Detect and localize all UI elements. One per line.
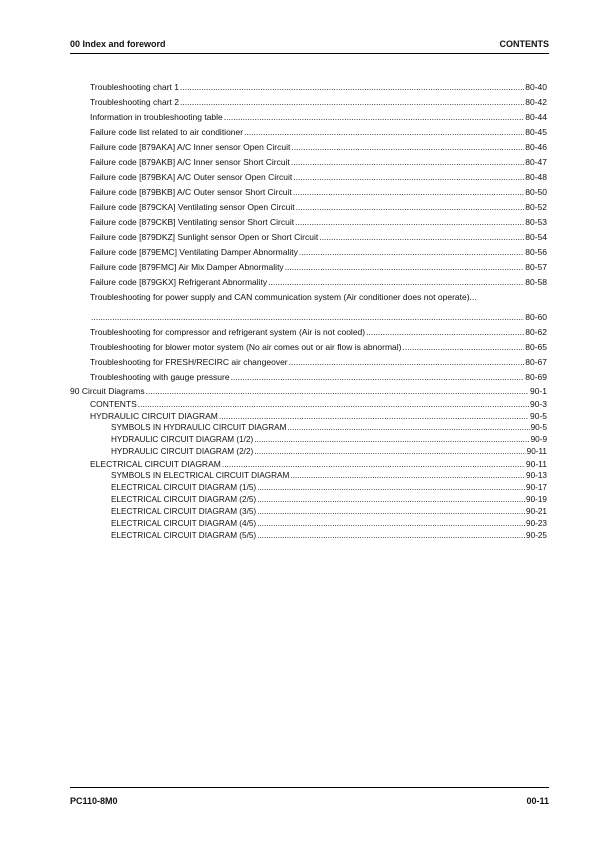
header-section-title: 00 Index and foreword <box>70 39 166 49</box>
toc-entry-page: 90-11 <box>526 447 547 456</box>
toc-entry[interactable] <box>111 529 547 541</box>
toc-entry[interactable] <box>90 140 547 152</box>
toc-leader-dots <box>293 187 525 197</box>
toc-entry[interactable] <box>90 80 547 92</box>
toc-entry-title: Troubleshooting for compressor and refrigerant system (Air is not cooled) <box>90 327 366 337</box>
toc-entry-title: ELECTRICAL CIRCUIT DIAGRAM (1/5) <box>111 483 257 492</box>
toc-entry-page: 90-21 <box>526 507 547 516</box>
toc-entry[interactable] <box>111 493 547 505</box>
toc-entry[interactable] <box>111 517 547 529</box>
toc-entry-page: 90-1 <box>529 386 547 396</box>
toc-entry[interactable] <box>90 170 547 182</box>
toc-entry[interactable] <box>90 95 547 107</box>
toc-leader-dots <box>222 459 525 469</box>
toc-entry[interactable] <box>90 325 547 337</box>
toc-leader-dots <box>366 327 524 337</box>
footer-model: PC110-8M0 <box>70 796 118 806</box>
toc-entry-title: HYDRAULIC CIRCUIT DIAGRAM <box>90 411 218 421</box>
toc-leader-dots <box>257 519 525 529</box>
toc-entry-page: 80-65 <box>525 342 547 352</box>
toc-entry[interactable] <box>90 185 547 197</box>
toc-leader-dots <box>289 357 525 367</box>
toc-entry[interactable] <box>90 340 547 352</box>
toc-entry[interactable] <box>90 370 547 382</box>
toc-entry-title: SYMBOLS IN HYDRAULIC CIRCUIT DIAGRAM <box>111 423 287 432</box>
toc-entry-page: 90-11 <box>525 459 547 469</box>
toc-leader-dots <box>285 262 525 272</box>
toc-entry[interactable] <box>90 310 547 322</box>
toc-entry[interactable] <box>111 433 547 445</box>
toc-entry-title: Failure code [879FMC] Air Mix Damper Abnormality <box>90 262 284 272</box>
toc-leader-dots <box>299 247 524 257</box>
toc-entry-title: 90 Circuit Diagrams <box>70 386 145 396</box>
toc-entry-page: 80-54 <box>525 232 547 242</box>
toc-entry-title: Failure code [879CKA] Ventilating sensor Open Circuit <box>90 202 295 212</box>
toc-entry-page: 90-5 <box>530 423 547 432</box>
toc-leader-dots <box>402 342 524 352</box>
toc-entry[interactable] <box>90 260 547 272</box>
toc-entry[interactable] <box>90 215 547 227</box>
toc-entry-title: Troubleshooting chart 2 <box>90 97 179 107</box>
toc-entry-title: CONTENTS <box>90 399 137 409</box>
toc-leader-dots <box>231 372 525 382</box>
toc-entry-page: 80-57 <box>525 262 547 272</box>
toc-entry-title: Information in troubleshooting table <box>90 112 223 122</box>
toc-entry-title: ELECTRICAL CIRCUIT DIAGRAM (3/5) <box>111 507 257 516</box>
toc-entry-page: 80-62 <box>525 327 547 337</box>
toc-entry[interactable] <box>111 445 547 457</box>
toc-entry-page: 90-5 <box>529 411 547 421</box>
toc-leader-dots <box>296 202 525 212</box>
toc-leader-dots <box>290 471 525 481</box>
toc-leader-dots <box>295 217 524 227</box>
toc-entry[interactable] <box>90 245 547 257</box>
toc-entry-page: 90-3 <box>529 399 547 409</box>
toc-entry[interactable] <box>90 397 547 409</box>
toc-entry-page: 80-60 <box>525 312 547 322</box>
toc-entry[interactable] <box>90 290 547 302</box>
toc-entry-title: Troubleshooting for power supply and CAN communication system (Air conditioner does not operate)... <box>90 292 477 302</box>
toc-leader-dots <box>138 399 529 409</box>
toc-leader-dots <box>180 82 524 92</box>
toc-entry[interactable] <box>111 505 547 517</box>
toc-entry[interactable] <box>111 481 547 493</box>
toc-leader-dots <box>319 232 524 242</box>
toc-entry-title: Failure code [879EMC] Ventilating Damper Abnormality <box>90 247 298 257</box>
toc-leader-dots <box>180 97 524 107</box>
toc-entry-page: 80-56 <box>525 247 547 257</box>
toc-entry[interactable] <box>90 125 547 137</box>
toc-entry[interactable] <box>90 200 547 212</box>
toc-leader-dots <box>254 435 529 445</box>
toc-leader-dots <box>291 157 524 167</box>
toc-entry-title: Failure code [879BKA] A/C Outer sensor Open Circuit <box>90 172 293 182</box>
page-footer <box>70 796 549 809</box>
toc-entry-title: Failure code [879BKB] A/C Outer sensor Short Circuit <box>90 187 292 197</box>
toc-entry-title: SYMBOLS IN ELECTRICAL CIRCUIT DIAGRAM <box>111 471 290 480</box>
toc-leader-dots <box>257 483 525 493</box>
toc-entry-title: Troubleshooting chart 1 <box>90 82 179 92</box>
toc-entry[interactable] <box>90 457 547 469</box>
footer-rule <box>70 787 549 788</box>
toc-entry-title: ELECTRICAL CIRCUIT DIAGRAM <box>90 459 221 469</box>
toc-entry-title: Failure code [879AKB] A/C Inner sensor Short Circuit <box>90 157 290 167</box>
toc-leader-dots <box>257 507 525 517</box>
toc-entry-page: 80-44 <box>525 112 547 122</box>
toc-entry-page: 80-53 <box>525 217 547 227</box>
toc-entry[interactable] <box>90 355 547 367</box>
toc-entry[interactable] <box>90 275 547 287</box>
toc-leader-dots <box>219 411 529 421</box>
toc-entry-page: 80-67 <box>525 357 547 367</box>
toc-entry-page: 80-45 <box>525 127 547 137</box>
toc-leader-dots <box>244 127 524 137</box>
toc-entry-title: Failure code [879AKA] A/C Inner sensor Open Circuit <box>90 142 291 152</box>
toc-leader-dots <box>257 495 525 505</box>
toc-entry-title: ELECTRICAL CIRCUIT DIAGRAM (5/5) <box>111 531 257 540</box>
toc-entry-page: 80-47 <box>525 157 547 167</box>
toc-leader-dots <box>291 142 524 152</box>
toc-entry-title: Failure code [879CKB] Ventilating sensor Short Circuit <box>90 217 295 227</box>
toc-entry[interactable] <box>90 230 547 242</box>
toc-entry-title: Failure code [879GKX] Refrigerant Abnormality <box>90 277 268 287</box>
toc-entry-page: 80-40 <box>525 82 547 92</box>
toc-leader-dots <box>254 447 525 457</box>
toc-entry[interactable] <box>70 384 547 396</box>
toc-entry[interactable] <box>90 155 547 167</box>
toc-entry-page: 80-48 <box>525 172 547 182</box>
toc-leader-dots <box>268 277 524 287</box>
toc-entry-title: Troubleshooting with gauge pressure <box>90 372 230 382</box>
toc-entry-title: HYDRAULIC CIRCUIT DIAGRAM (1/2) <box>111 435 254 444</box>
toc-entry-page: 90-25 <box>526 531 547 540</box>
toc-entry-page: 90-23 <box>526 519 547 528</box>
toc-entry-title: ELECTRICAL CIRCUIT DIAGRAM (2/5) <box>111 495 257 504</box>
toc-entry-title: Troubleshooting for FRESH/RECIRC air changeover <box>90 357 288 367</box>
toc-entry-page: 80-46 <box>525 142 547 152</box>
toc-entry[interactable] <box>90 409 547 421</box>
toc-leader-dots <box>91 312 524 322</box>
toc-entry-title: ELECTRICAL CIRCUIT DIAGRAM (4/5) <box>111 519 257 528</box>
footer-page-number: 00-11 <box>526 796 549 806</box>
toc-entry[interactable] <box>90 110 547 122</box>
toc-entry-page: 80-42 <box>525 97 547 107</box>
toc-entry-page: 80-69 <box>525 372 547 382</box>
toc-leader-dots <box>257 531 525 541</box>
toc-leader-dots <box>293 172 524 182</box>
toc-entry-title: HYDRAULIC CIRCUIT DIAGRAM (2/2) <box>111 447 254 456</box>
toc-entry-page: 90-9 <box>530 435 547 444</box>
toc-entry-page: 80-50 <box>525 187 547 197</box>
toc-entry-page: 90-17 <box>526 483 547 492</box>
toc-leader-dots <box>146 386 529 396</box>
toc-entry-title: Failure code list related to air conditioner <box>90 127 244 137</box>
toc-entry-page: 90-19 <box>526 495 547 504</box>
header-contents-label: CONTENTS <box>499 39 549 49</box>
toc-entry[interactable] <box>111 421 547 433</box>
toc-entry-title: Failure code [879DKZ] Sunlight sensor Open or Short Circuit <box>90 232 319 242</box>
toc-entry-page: 80-58 <box>525 277 547 287</box>
toc-entry-page: 80-52 <box>525 202 547 212</box>
toc-entry-title: Troubleshooting for blower motor system (No air comes out or air flow is abnormal) <box>90 342 402 352</box>
toc-leader-dots <box>224 112 524 122</box>
toc-leader-dots <box>287 423 529 433</box>
toc-entry-page: 90-13 <box>526 471 547 480</box>
toc-entry[interactable] <box>111 469 547 481</box>
